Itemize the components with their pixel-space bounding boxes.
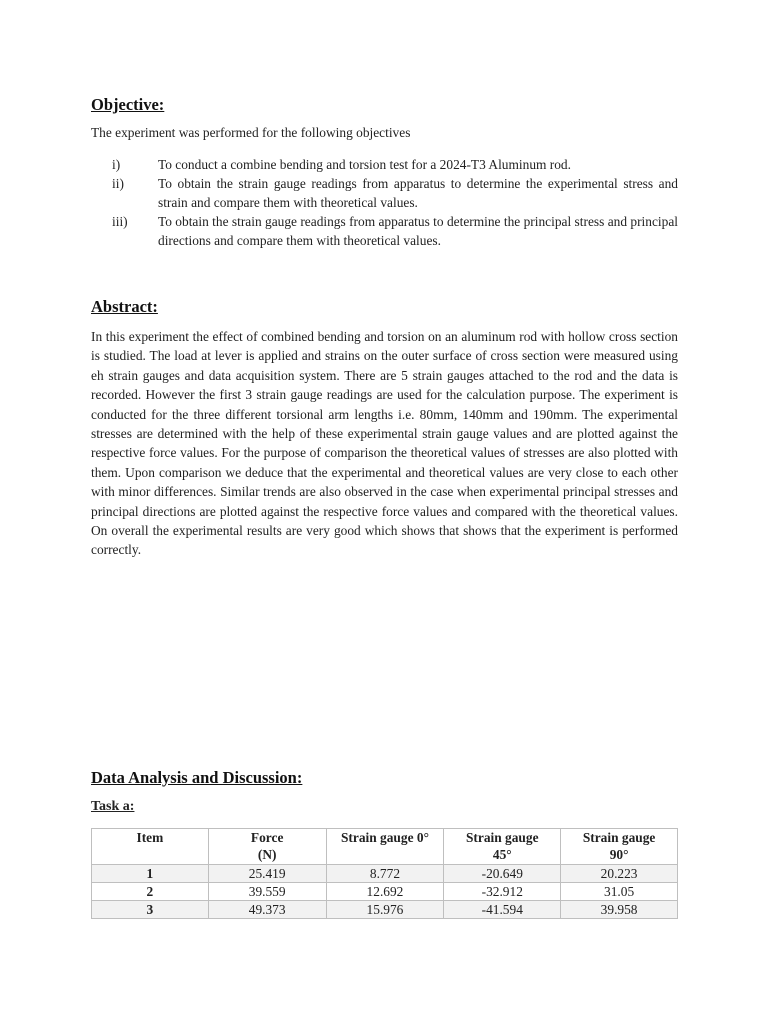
table-cell: 39.559: [208, 883, 326, 901]
table-header-cell: Force (N): [208, 829, 326, 865]
objective-item-text: To obtain the strain gauge readings from apparatus to determine the principal stress and principal directions and compare them with theoretical values.: [158, 214, 678, 248]
objective-heading: Objective:: [91, 95, 165, 114]
abstract-paragraph: In this experiment the effect of combined bending and torsion on an aluminum rod with hollow cross section is studied. The load at lever is applied and strains on the outer surface of cross section were measured using eh strain gauges and data acquisition system. There are 5 strain gauges attached to the rod and the data is recorded. However the first 3 strain gauge readings are used for the calculation purpose. The experiment is conducted for the three different torsional arm lengths i.e. 80mm, 140mm and 190mm. The experimental stresses are determined with the help of these experimental strain gauge values and are plotted against the respective force values. For the purpose of comparison the theoretical values of stresses are also plotted with them. Upon comparison we deduce that the experimental and theoretical values are very close to each other with minor differences. Similar trends are also observed in the case when experimental principal stresses and principal directions are plotted against the respective force values and compared with the theoretical values. On overall the experimental results are very good which shows that shows that the experiment is performed correctly.: [91, 329, 678, 558]
abstract-heading: Abstract:: [91, 297, 158, 316]
table-row: [92, 883, 678, 901]
table-cell: 31.05: [561, 883, 678, 901]
task-label: Task a:: [91, 799, 135, 814]
objective-item: [91, 174, 678, 212]
table-row: [92, 865, 678, 883]
objective-item-number: iii): [112, 214, 128, 229]
table-cell: 3: [92, 901, 209, 919]
table-cell: 15.976: [326, 901, 444, 919]
table-row: [92, 901, 678, 919]
strain-gauge-table: [91, 828, 678, 919]
objective-item-number: ii): [112, 176, 124, 191]
table-header-cell: Strain gauge 45°: [444, 829, 561, 865]
table-header-cell: Item: [92, 829, 209, 865]
table-cell: -32.912: [444, 883, 561, 901]
table-cell: -41.594: [444, 901, 561, 919]
objective-item-number: i): [112, 157, 121, 172]
objective-list: [91, 155, 678, 250]
objective-intro: The experiment was performed for the following objectives: [91, 125, 411, 140]
table-cell: 12.692: [326, 883, 444, 901]
table-cell: 25.419: [208, 865, 326, 883]
table-cell: 2: [92, 883, 209, 901]
analysis-heading: Data Analysis and Discussion:: [91, 768, 303, 787]
table-cell: -20.649: [444, 865, 561, 883]
objective-item: [91, 155, 678, 174]
table-cell: 39.958: [561, 901, 678, 919]
table-cell: 8.772: [326, 865, 444, 883]
table-cell: 1: [92, 865, 209, 883]
table-cell: 49.373: [208, 901, 326, 919]
table-header-cell: Strain gauge 0°: [326, 829, 444, 865]
table-header-cell: Strain gauge 90°: [561, 829, 678, 865]
objective-item-text: To obtain the strain gauge readings from apparatus to determine the experimental stress and strain and compare them with theoretical values.: [158, 176, 678, 210]
objective-item: [91, 212, 678, 250]
table-cell: 20.223: [561, 865, 678, 883]
objective-item-text: To conduct a combine bending and torsion test for a 2024-T3 Aluminum rod.: [158, 157, 571, 172]
table-header-row: [92, 829, 678, 865]
